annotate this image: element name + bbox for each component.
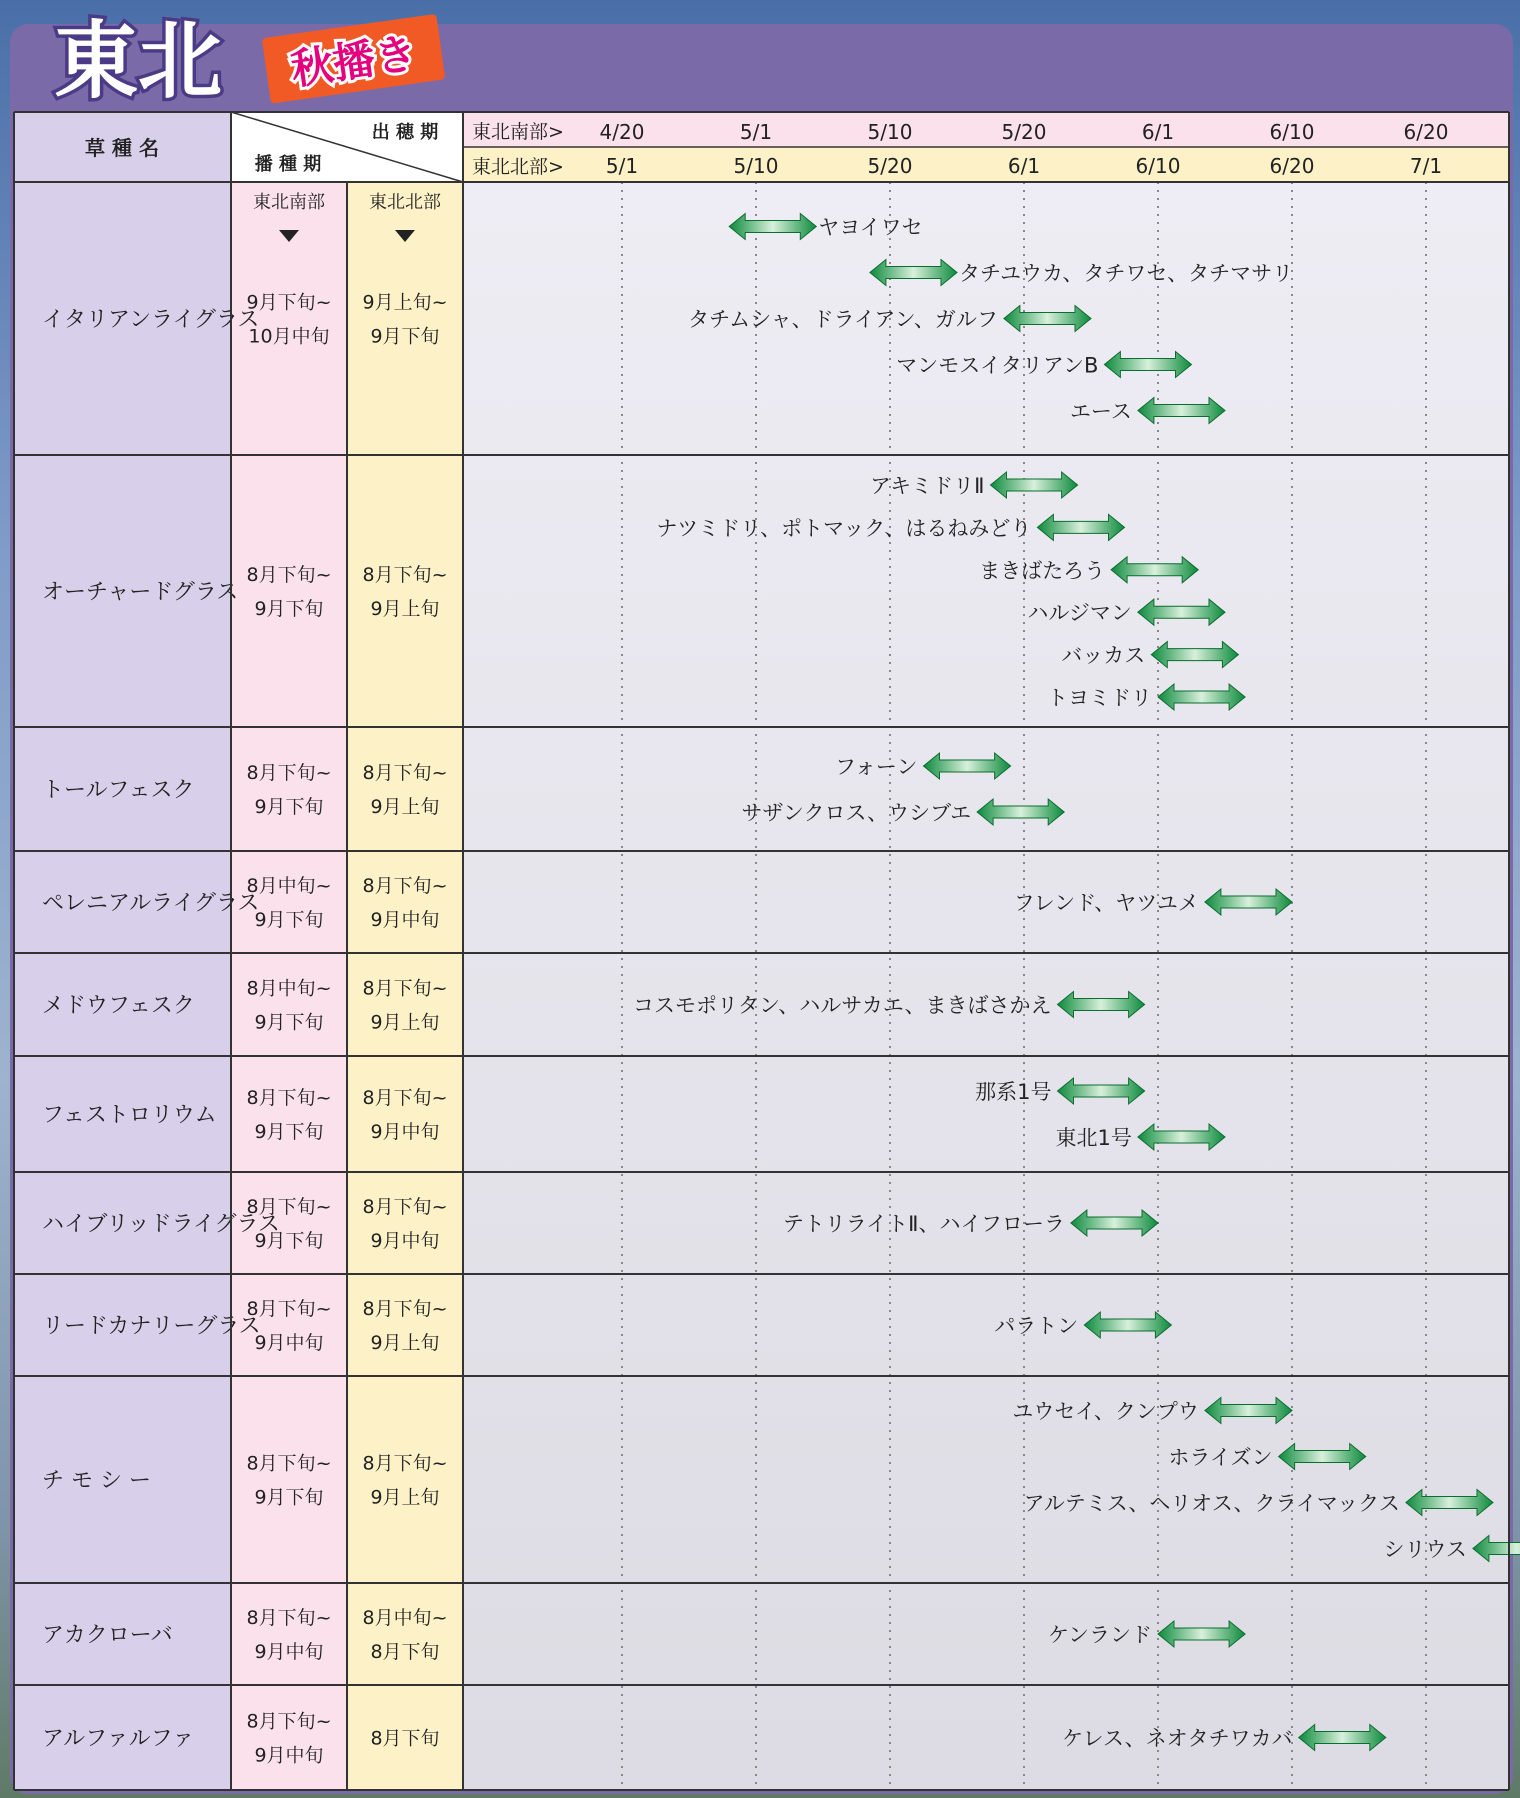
north-sowing-period: 9月上旬~ [362,291,448,314]
variety-label: ケレス、ネオタチワカバ [1062,1726,1293,1751]
variety-label: バッカス [1061,643,1146,668]
south-sowing-period: 9月下旬 [254,598,324,620]
region-title: 東北 [53,12,223,110]
south-axis-tick: 6/20 [1403,120,1449,144]
north-sowing-period: 8月下旬~ [362,564,448,586]
north-sowing-period: 8月下旬 [370,1641,440,1663]
grass-name: ハイブリッドライグラス [42,1212,280,1237]
north-sowing-period: 8月下旬~ [362,1087,448,1109]
variety-label: トヨミドリ [1047,686,1152,710]
variety-label: ナツミドリ、ポトマック、はるねみどり [656,516,1032,541]
south-sowing-period: 8月中旬~ [246,977,332,1000]
south-sowing-period: 8月下旬~ [246,1196,332,1218]
south-sowing-period: 10月中旬 [248,325,330,348]
grass-name: ペレニアルライグラス [42,891,260,916]
south-axis-tick: 6/10 [1269,120,1315,144]
variety-label: ケンランド [1048,1623,1152,1647]
north-axis-tick: 6/1 [1007,154,1041,178]
north-sowing-period: 8月下旬~ [362,875,448,897]
north-axis-label: 東北北部> [472,156,564,178]
north-sowing-period: 8月下旬~ [362,762,448,784]
north-axis-tick: 5/10 [733,154,779,178]
grass-name: チ モ シ ー [42,1468,151,1494]
grass-name-column [14,112,231,1790]
grass-name: アカクローバ [42,1623,173,1648]
north-axis-tick: 6/20 [1269,154,1315,178]
variety-label: サザンクロス、ウシブエ [741,801,972,825]
south-axis-tick: 5/10 [867,120,913,144]
variety-label: フォーン [834,755,918,779]
north-sowing-period: 8月中旬~ [362,1607,448,1629]
grass-name-header: 草 種 名 [85,136,159,160]
north-axis-tick: 5/20 [867,154,913,178]
north-axis-tick: 7/1 [1409,154,1443,178]
south-sowing-period: 9月中旬 [254,1744,324,1767]
sowing-period-header: 播 種 期 [254,154,322,175]
variety-label: ヤヨイワセ [818,215,923,240]
heading-period-header: 出 穂 期 [371,122,439,143]
grass-name: フェストロリウム [42,1103,217,1128]
variety-label: まきばたろう [979,558,1106,583]
south-sowing-period: 8月下旬~ [246,1452,332,1475]
south-sowing-period: 8月下旬~ [246,1607,332,1629]
north-sowing-period: 8月下旬~ [362,1196,448,1218]
north-sowing-period: 8月下旬~ [362,1452,448,1475]
north-sowing-period: 8月下旬~ [362,1298,448,1320]
variety-label: パラトン [994,1314,1079,1338]
south-axis-tick: 5/20 [1001,120,1047,144]
south-sowing-period: 9月下旬 [254,1486,324,1509]
south-sowing-period: 8月下旬~ [246,1087,332,1109]
north-sowing-period: 8月下旬 [370,1727,440,1750]
south-sowing-period: 8月下旬~ [246,564,332,586]
north-sowing-period: 9月上旬 [370,598,440,620]
south-sowing-period: 8月下旬~ [246,762,332,784]
south-axis-tick: 6/1 [1141,120,1175,144]
south-sowing-period: 9月下旬 [254,1121,324,1143]
north-sowing-period: 8月下旬~ [362,977,448,1000]
south-sowing-period: 9月下旬 [254,909,324,931]
grass-name: イタリアンライグラス [42,307,260,333]
variety-label: シリウス [1383,1537,1467,1562]
north-sowing-period: 9月中旬 [370,1230,440,1252]
north-sowing-period: 9月上旬 [370,1486,440,1509]
variety-label: ハルジマン [1027,601,1132,626]
north-sowing-period: 9月中旬 [370,1121,440,1143]
south-axis-tick: 5/1 [739,120,773,144]
north-axis-tick: 5/1 [605,154,639,178]
grass-name: オーチャードグラス [42,580,239,605]
variety-label: コスモポリタン、ハルサカエ、まきばさかえ [632,993,1052,1018]
grass-name: アルファルファ [42,1726,195,1752]
variety-label: マンモスイタリアンB [896,353,1099,378]
north-axis-tick: 6/10 [1135,154,1181,178]
north-region-label: 東北北部 [369,192,441,213]
variety-label: タチムシャ、ドライアン、ガルフ [688,307,998,332]
north-sowing-period: 9月下旬 [370,325,440,348]
south-axis-tick: 4/20 [599,120,645,144]
south-sowing-period: 9月下旬 [254,1011,324,1034]
variety-label: 東北1号 [1055,1126,1132,1150]
variety-label: テトリライトⅡ、ハイフローラ [782,1212,1065,1236]
south-sowing-period: 9月中旬 [254,1641,324,1663]
south-region-label: 東北南部 [253,192,325,213]
north-sowing-period: 9月上旬 [370,1011,440,1034]
grass-name: トールフェスク [42,778,195,803]
variety-label: フレンド、ヤツユメ [1013,891,1199,915]
north-sowing-period: 9月上旬 [370,1332,440,1354]
north-sowing-period: 9月上旬 [370,796,440,818]
south-sowing-period: 9月下旬~ [246,291,332,314]
variety-label: タチユウカ、タチワセ、タチマサリ [959,261,1294,286]
grass-name: リードカナリーグラス [42,1314,261,1339]
south-sowing-period: 8月下旬~ [246,1298,332,1320]
variety-label: アキミドリⅡ [870,474,985,498]
variety-label: ホライズン [1168,1445,1273,1470]
south-sowing-period: 9月中旬 [254,1332,324,1354]
variety-label: 那系1号 [975,1080,1052,1104]
variety-label: エース [1069,399,1132,424]
south-sowing-period: 9月下旬 [254,796,324,818]
south-axis-label: 東北南部> [472,121,564,143]
grass-name: メドウフェスク [42,993,195,1019]
north-sowing-period: 9月中旬 [370,909,440,931]
south-sowing-period: 9月下旬 [254,1230,324,1252]
autumn-sowing-label: 秋播き [288,28,420,95]
variety-label: ユウセイ、クンプウ [1012,1399,1199,1424]
south-sowing-period: 8月中旬~ [246,875,332,897]
variety-label: アルテミス、ヘリオス、クライマックス [1023,1491,1400,1516]
south-sowing-period: 8月下旬~ [246,1710,332,1733]
